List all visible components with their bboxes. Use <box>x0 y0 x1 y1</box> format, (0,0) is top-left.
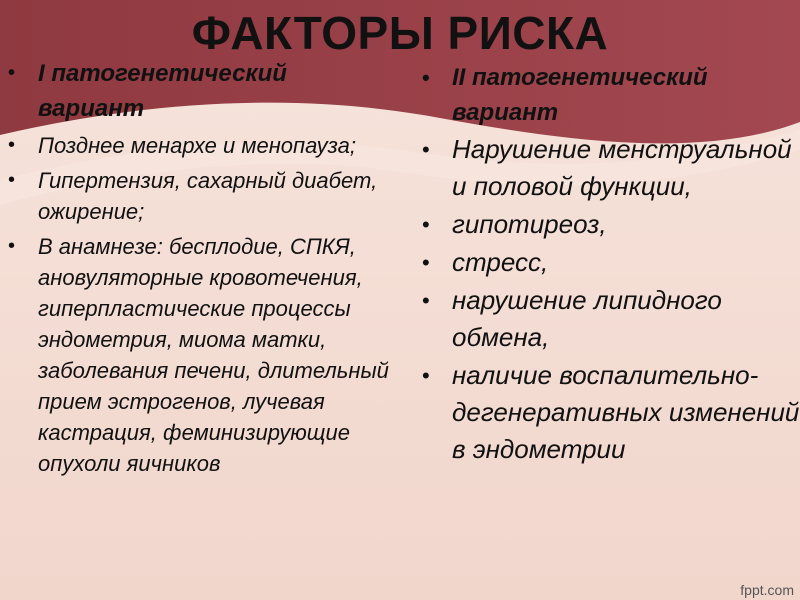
right-item-text: Нарушение менструальной и половой функции, <box>452 134 792 201</box>
right-item-text: стресс, <box>452 247 549 277</box>
right-item-text: гипотиреоз, <box>452 209 607 239</box>
left-list-heading <box>0 56 395 126</box>
bullet-icon: • <box>8 235 16 257</box>
bullet-icon: • <box>8 134 16 156</box>
right-risk-list <box>412 60 800 469</box>
right-item-text: наличие воспалительно-дегенеративных изменений в эндометрии <box>452 360 800 464</box>
right-heading-text: II патогенетический вариант <box>452 64 708 126</box>
list-item <box>0 231 395 479</box>
list-item <box>412 357 800 468</box>
left-item-text: В анамнезе: бесплодие, СПКЯ, ановуляторные кровотечения, гиперпластические процессы эндометрия, миома матки, заболевания печени, длительный прием эстрогенов, лучевая кастрация, феминизирующие опухоли яичников <box>38 234 389 476</box>
left-item-text: Позднее менархе и менопауза; <box>38 133 356 158</box>
bullet-icon: • <box>422 65 430 90</box>
list-item <box>412 131 800 205</box>
list-item <box>0 130 395 161</box>
left-item-text: Гипертензия, сахарный диабет, ожирение; <box>38 168 378 224</box>
right-item-text: нарушение липидного обмена, <box>452 285 722 352</box>
list-item <box>412 206 800 243</box>
bullet-icon: • <box>422 250 430 275</box>
bullet-icon: • <box>8 169 16 191</box>
watermark-text: fppt.com <box>740 582 794 598</box>
right-list-heading <box>412 60 800 130</box>
slide-title: ФАКТОРЫ РИСКА <box>191 7 609 59</box>
left-heading-text: I патогенетический вариант <box>38 60 287 122</box>
left-risk-list <box>0 56 395 483</box>
bullet-icon: • <box>422 363 430 388</box>
list-item <box>412 282 800 356</box>
list-item <box>412 244 800 281</box>
bullet-icon: • <box>422 212 430 237</box>
bullet-icon: • <box>422 137 430 162</box>
list-item <box>0 165 395 227</box>
bullet-icon: • <box>8 62 16 84</box>
bullet-icon: • <box>422 288 430 313</box>
